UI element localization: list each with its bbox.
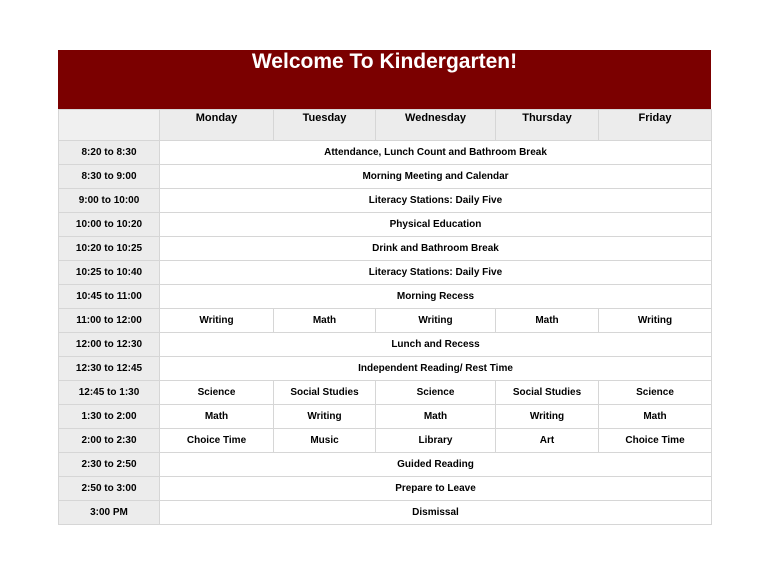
time-cell: 12:45 to 1:30 <box>59 381 160 405</box>
activity-cell: Math <box>599 405 712 429</box>
table-row <box>59 357 712 381</box>
activity-cell: Math <box>274 309 376 333</box>
schedule-table <box>58 109 712 525</box>
activity-cell: Prepare to Leave <box>160 477 712 501</box>
table-row <box>59 477 712 501</box>
time-cell: 10:20 to 10:25 <box>59 237 160 261</box>
table-row <box>59 381 712 405</box>
day-header-thursday: Thursday <box>496 110 599 141</box>
activity-cell: Dismissal <box>160 501 712 525</box>
table-row <box>59 213 712 237</box>
corner-cell <box>59 110 160 141</box>
table-row <box>59 429 712 453</box>
activity-cell: Attendance, Lunch Count and Bathroom Break <box>160 141 712 165</box>
activity-cell: Science <box>599 381 712 405</box>
table-row <box>59 261 712 285</box>
activity-cell: Social Studies <box>274 381 376 405</box>
activity-cell: Writing <box>496 405 599 429</box>
table-row <box>59 453 712 477</box>
time-cell: 3:00 PM <box>59 501 160 525</box>
header-row <box>59 110 712 141</box>
activity-cell: Science <box>160 381 274 405</box>
time-cell: 2:00 to 2:30 <box>59 429 160 453</box>
activity-cell: Social Studies <box>496 381 599 405</box>
activity-cell: Guided Reading <box>160 453 712 477</box>
activity-cell: Music <box>274 429 376 453</box>
activity-cell: Choice Time <box>160 429 274 453</box>
time-cell: 8:30 to 9:00 <box>59 165 160 189</box>
time-cell: 11:00 to 12:00 <box>59 309 160 333</box>
activity-cell: Lunch and Recess <box>160 333 712 357</box>
activity-cell: Morning Meeting and Calendar <box>160 165 712 189</box>
table-row <box>59 141 712 165</box>
time-cell: 1:30 to 2:00 <box>59 405 160 429</box>
time-cell: 9:00 to 10:00 <box>59 189 160 213</box>
activity-cell: Math <box>160 405 274 429</box>
day-header-monday: Monday <box>160 110 274 141</box>
activity-cell: Physical Education <box>160 213 712 237</box>
activity-cell: Math <box>376 405 496 429</box>
time-cell: 10:00 to 10:20 <box>59 213 160 237</box>
activity-cell: Library <box>376 429 496 453</box>
activity-cell: Morning Recess <box>160 285 712 309</box>
time-cell: 10:25 to 10:40 <box>59 261 160 285</box>
day-header-tuesday: Tuesday <box>274 110 376 141</box>
table-row <box>59 285 712 309</box>
activity-cell: Writing <box>376 309 496 333</box>
time-cell: 12:00 to 12:30 <box>59 333 160 357</box>
activity-cell: Math <box>496 309 599 333</box>
activity-cell: Writing <box>599 309 712 333</box>
day-header-wednesday: Wednesday <box>376 110 496 141</box>
activity-cell: Drink and Bathroom Break <box>160 237 712 261</box>
time-cell: 2:50 to 3:00 <box>59 477 160 501</box>
activity-cell: Writing <box>160 309 274 333</box>
schedule-sheet <box>58 50 711 525</box>
table-row <box>59 405 712 429</box>
activity-cell: Science <box>376 381 496 405</box>
table-row <box>59 165 712 189</box>
activity-cell: Art <box>496 429 599 453</box>
page-title: Welcome To Kindergarten! <box>251 50 518 73</box>
time-cell: 10:45 to 11:00 <box>59 285 160 309</box>
table-row <box>59 309 712 333</box>
title-banner <box>58 50 711 109</box>
time-cell: 2:30 to 2:50 <box>59 453 160 477</box>
time-cell: 8:20 to 8:30 <box>59 141 160 165</box>
activity-cell: Choice Time <box>599 429 712 453</box>
day-header-friday: Friday <box>599 110 712 141</box>
activity-cell: Literacy Stations: Daily Five <box>160 189 712 213</box>
activity-cell: Writing <box>274 405 376 429</box>
table-row <box>59 333 712 357</box>
table-row <box>59 237 712 261</box>
time-cell: 12:30 to 12:45 <box>59 357 160 381</box>
table-row <box>59 189 712 213</box>
table-row <box>59 501 712 525</box>
activity-cell: Literacy Stations: Daily Five <box>160 261 712 285</box>
activity-cell: Independent Reading/ Rest Time <box>160 357 712 381</box>
